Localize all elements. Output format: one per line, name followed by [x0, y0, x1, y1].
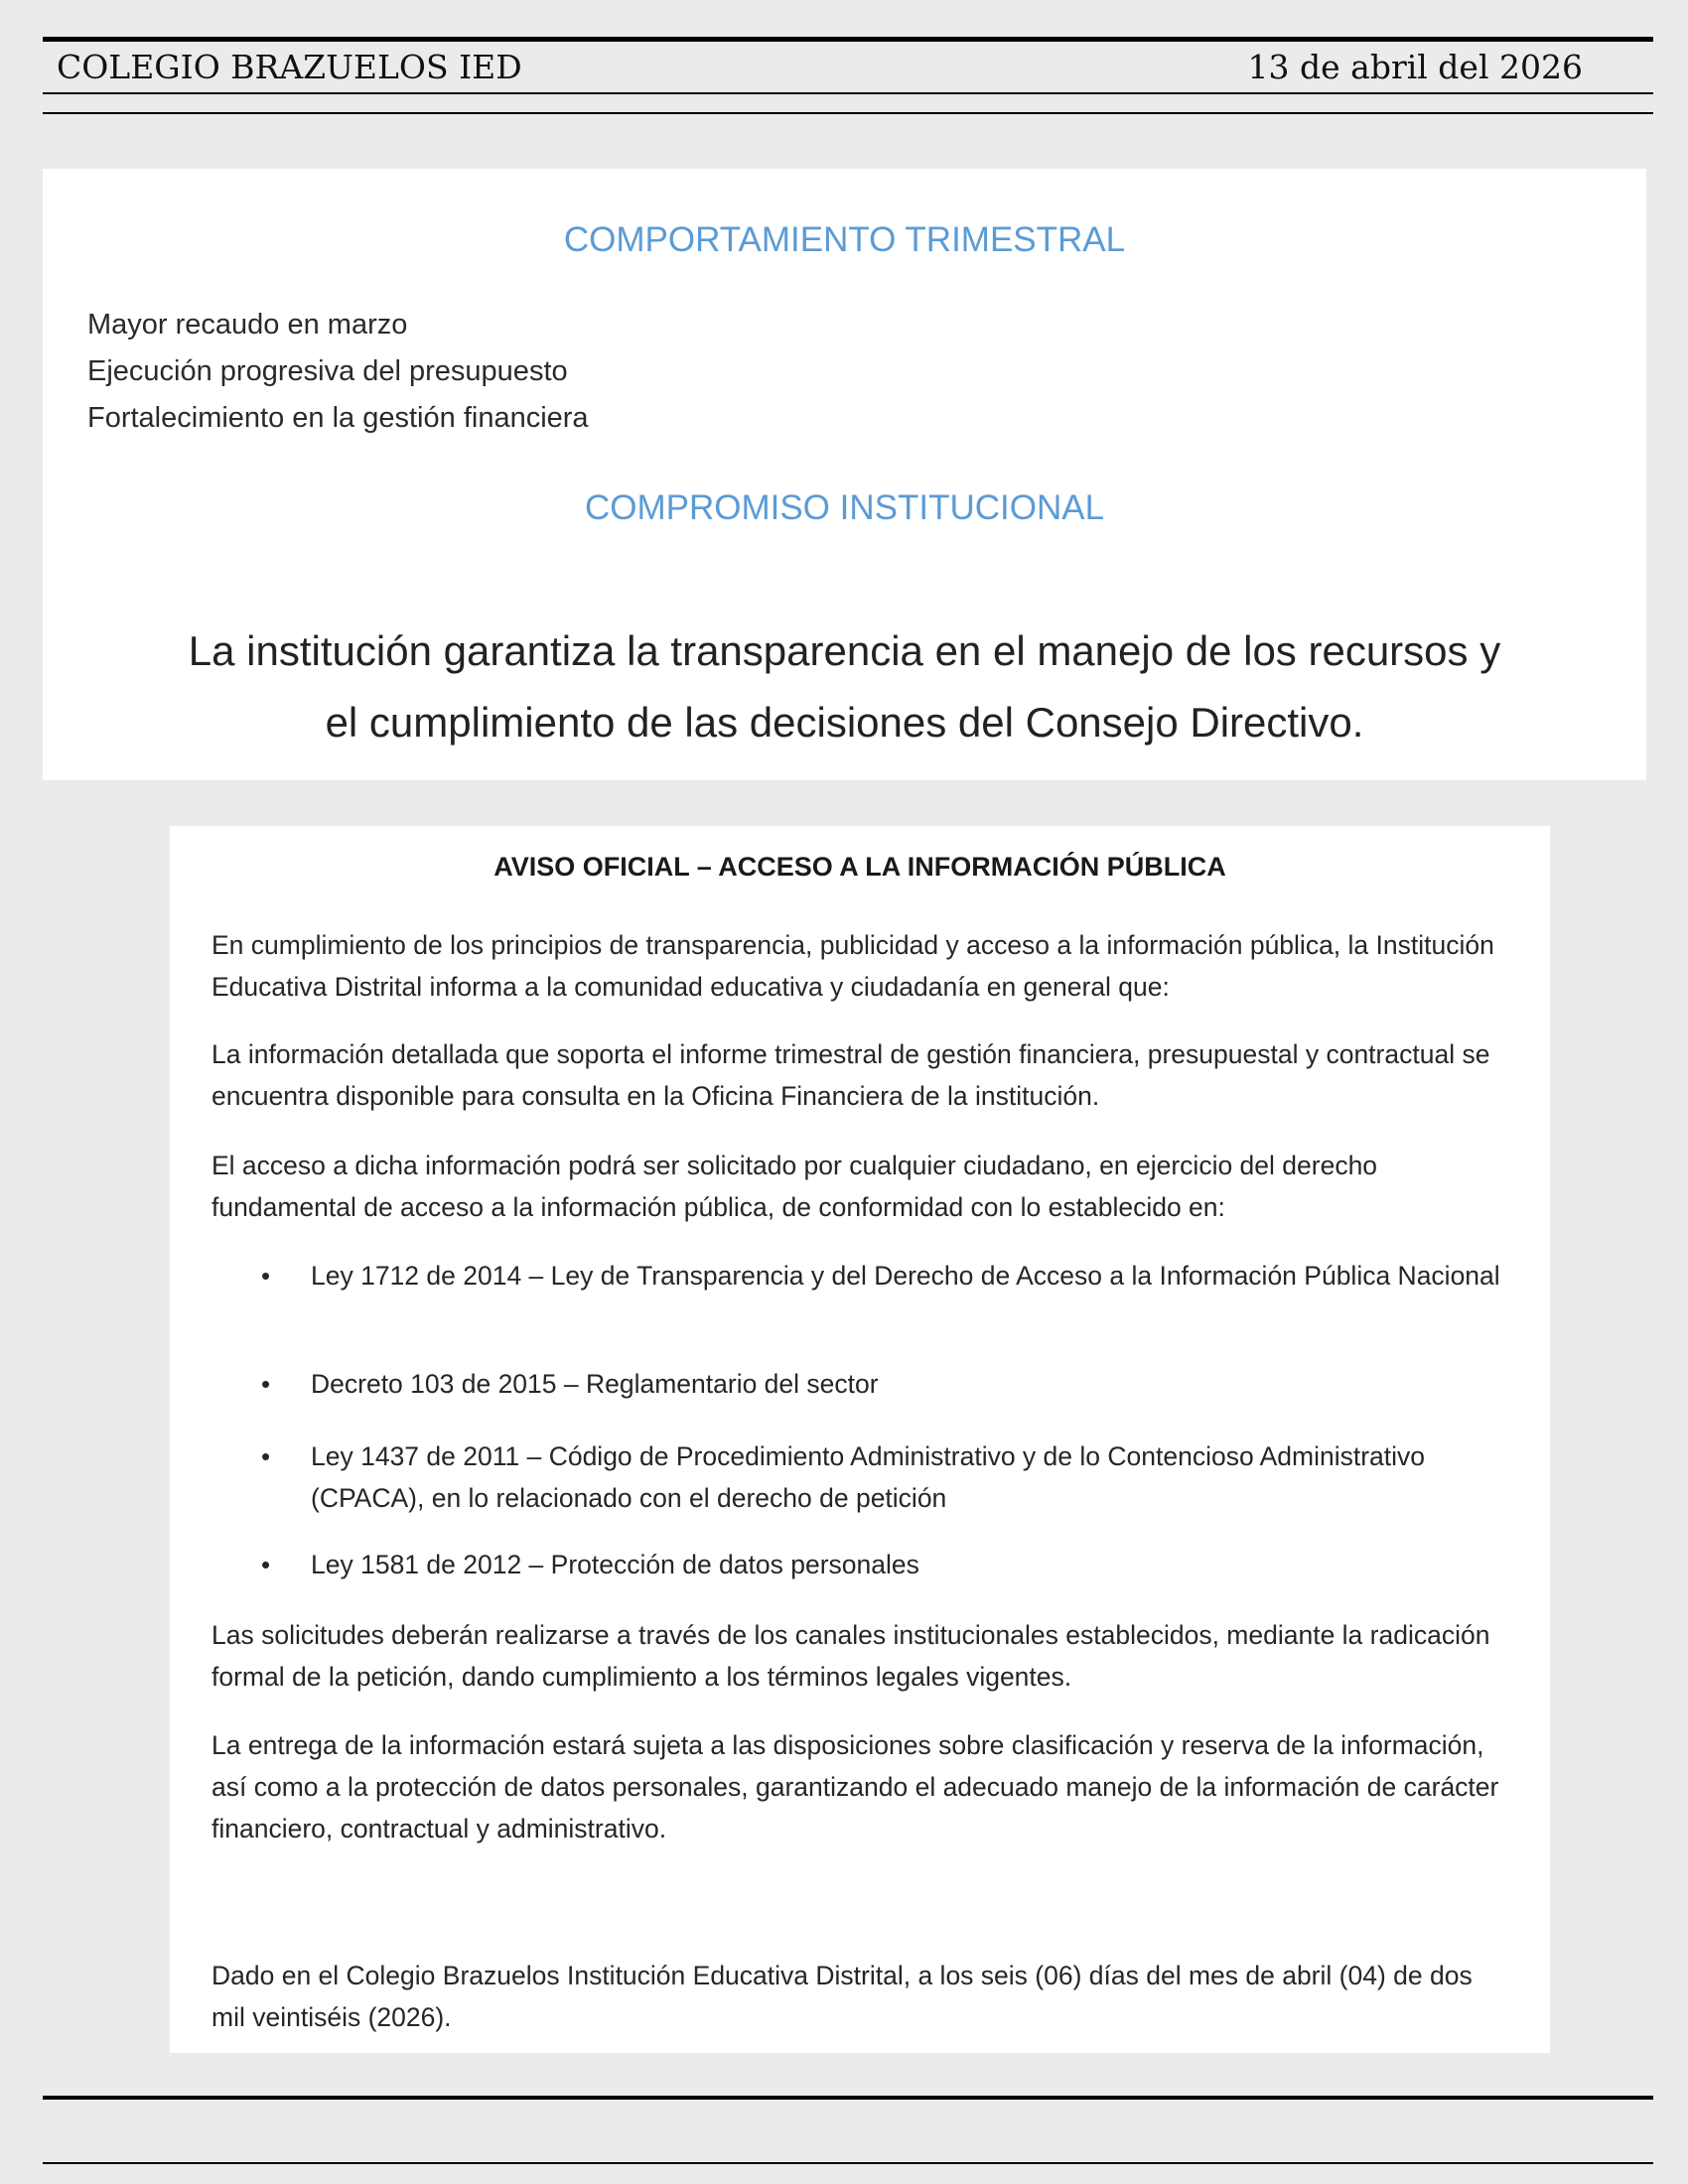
law-text: Decreto 103 de 2015 – Reglamentario del sector [311, 1369, 879, 1399]
trimestral-list [87, 302, 589, 442]
aviso-closing: Dado en el Colegio Brazuelos Institución Educativa Distrital, a los seis (06) días del mes de abril (04) de dos mil veintiséis (2026). [211, 1961, 1473, 2032]
law-text: Ley 1712 de 2014 – Ley de Transparencia y del Derecho de Acceso a la Información Pública Nacional [311, 1261, 1500, 1291]
compromiso-line-1: La institución garantiza la transparencia en el manejo de los recursos y [188, 627, 1501, 674]
footer-rule-bottom [43, 2162, 1653, 2164]
aviso-paragraph-2: La información detallada que soporta el informe trimestral de gestión financiera, presupuestal y contractual se encuentra disponible para consulta en la Oficina Financiera de la institución. [211, 1039, 1490, 1111]
list-item: Mayor recaudo en marzo [87, 309, 408, 341]
aviso-paragraph-4: Las solicitudes deberán realizarse a través de los canales institucionales establecidos, mediante la radicación formal de la petición, dando cumplimiento a los términos legales vigentes. [211, 1620, 1490, 1692]
header-top-rule [43, 37, 1653, 42]
footer-rule-top [43, 2096, 1653, 2100]
bullet-icon: • [261, 1369, 271, 1399]
school-name: COLEGIO BRAZUELOS IED [57, 48, 522, 86]
trimestral-heading: COMPORTAMIENTO TRIMESTRAL [563, 220, 1126, 259]
header-rule-mid [43, 92, 1653, 94]
bullet-icon: • [261, 1261, 271, 1291]
aviso-panel [170, 826, 1550, 2053]
aviso-paragraph-3: El acceso a dicha información podrá ser solicitado por cualquier ciudadano, en ejercicio del derecho fundamental de acceso a la información pública, de conformidad con lo establecido en: [211, 1151, 1378, 1222]
bullet-icon: • [261, 1441, 271, 1471]
compromiso-statement [43, 615, 1646, 758]
list-item: Ejecución progresiva del presupuesto [87, 355, 568, 387]
summary-panel [43, 169, 1646, 780]
aviso-paragraph-5: La entrega de la información estará sujeta a las disposiciones sobre clasificación y reserva de la información, así como a la protección de datos personales, garantizando el adecuado manejo de la información de carácter financiero, contractual y administrativo. [211, 1730, 1499, 1843]
aviso-title: AVISO OFICIAL – ACCESO A LA INFORMACIÓN PÚBLICA [493, 852, 1226, 882]
aviso-intro: En cumplimiento de los principios de transparencia, publicidad y acceso a la información pública, la Institución Educativa Distrital informa a la comunidad educativa y ciudadanía en general que: [211, 930, 1494, 1002]
header-rule-bottom [43, 112, 1653, 114]
law-text: Ley 1437 de 2011 – Código de Procedimiento Administrativo y de lo Contencioso Administrativo (CPACA), en lo relacionado con el derecho de petición [311, 1441, 1426, 1513]
list-item: Fortalecimiento en la gestión financiera [87, 402, 589, 434]
law-text: Ley 1581 de 2012 – Protección de datos personales [311, 1550, 919, 1579]
compromiso-heading: COMPROMISO INSTITUCIONAL [584, 488, 1105, 527]
bullet-icon: • [261, 1550, 271, 1579]
compromiso-line-2: el cumplimiento de las decisiones del Consejo Directivo. [325, 699, 1364, 746]
header-date: 13 de abril del 2026 [1247, 48, 1583, 86]
